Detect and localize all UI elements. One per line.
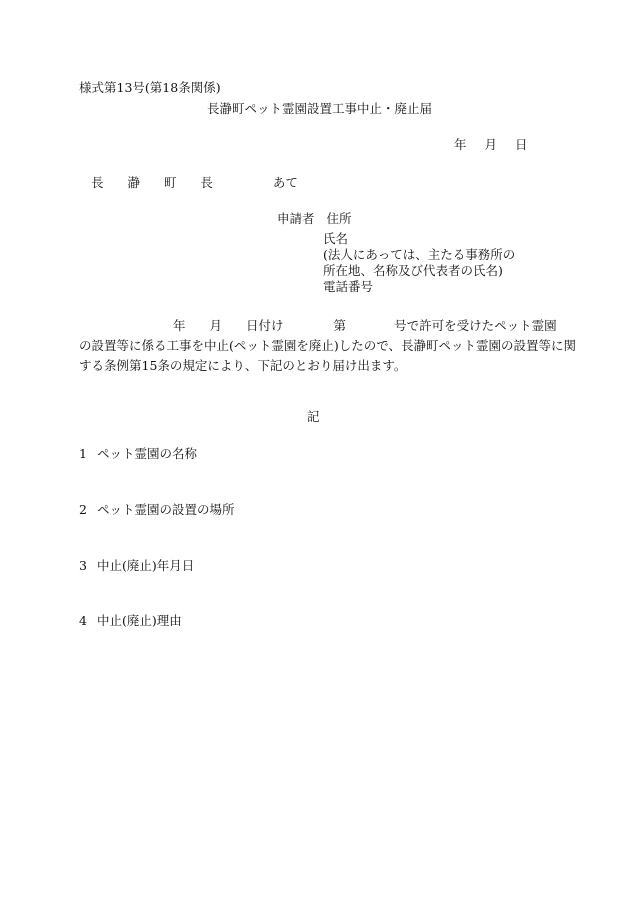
body-line-1	[79, 316, 555, 336]
form-number: 様式第13号(第18条関係)	[79, 80, 221, 95]
applicant-phone-label: 電話番号	[323, 279, 374, 294]
item-label: 中止(廃止)理由	[97, 613, 182, 628]
addressee-name: 長 瀞 町 長	[91, 175, 223, 190]
body-month: 月	[209, 318, 223, 333]
body-paragraph	[79, 316, 577, 376]
document-title: 長瀞町ペット霊園設置工事中止・廃止届	[207, 101, 433, 116]
item-number: 3	[79, 558, 87, 573]
item-number: 4	[79, 613, 87, 628]
list-item	[79, 613, 182, 629]
body-date-suffix: 日付け	[246, 318, 284, 333]
item-number: 1	[79, 446, 87, 461]
applicant-role-label: 申請者	[277, 211, 315, 226]
list-item	[79, 558, 194, 574]
body-number-prefix: 第	[333, 318, 347, 333]
item-number: 2	[79, 502, 87, 517]
addressee-suffix: あて	[272, 175, 298, 190]
body-year: 年	[173, 318, 186, 333]
applicant-address-label: 住所	[326, 211, 352, 226]
body-line-3: する条例第15条の規定により、下記のとおり届け出ます。	[79, 358, 407, 373]
item-label: ペット霊園の設置の場所	[97, 502, 235, 517]
body-line-2: の設置等に係る工事を中止(ペット霊園を廃止)したので、長瀞町ペット霊園の設置等に関	[79, 338, 577, 353]
date-line	[454, 137, 528, 153]
applicant-name-label: 氏名	[323, 231, 349, 246]
date-day-label: 日	[515, 137, 528, 152]
date-year-label: 年	[454, 137, 467, 152]
list-item	[79, 502, 235, 518]
applicant-role	[277, 211, 351, 227]
item-label: 中止(廃止)年月日	[97, 558, 195, 573]
applicant-corp-note-2: 所在地、名称及び代表者の氏名)	[323, 263, 503, 278]
body-number-suffix: 号で許可を受けたペット霊園	[394, 318, 557, 333]
item-label: ペット霊園の名称	[97, 446, 198, 461]
list-item	[79, 446, 197, 462]
ki-heading: 記	[307, 409, 320, 424]
date-month-label: 月	[484, 137, 498, 152]
addressee	[91, 175, 298, 191]
applicant-corp-note-1: (法人にあっては、主たる事務所の	[323, 247, 516, 262]
